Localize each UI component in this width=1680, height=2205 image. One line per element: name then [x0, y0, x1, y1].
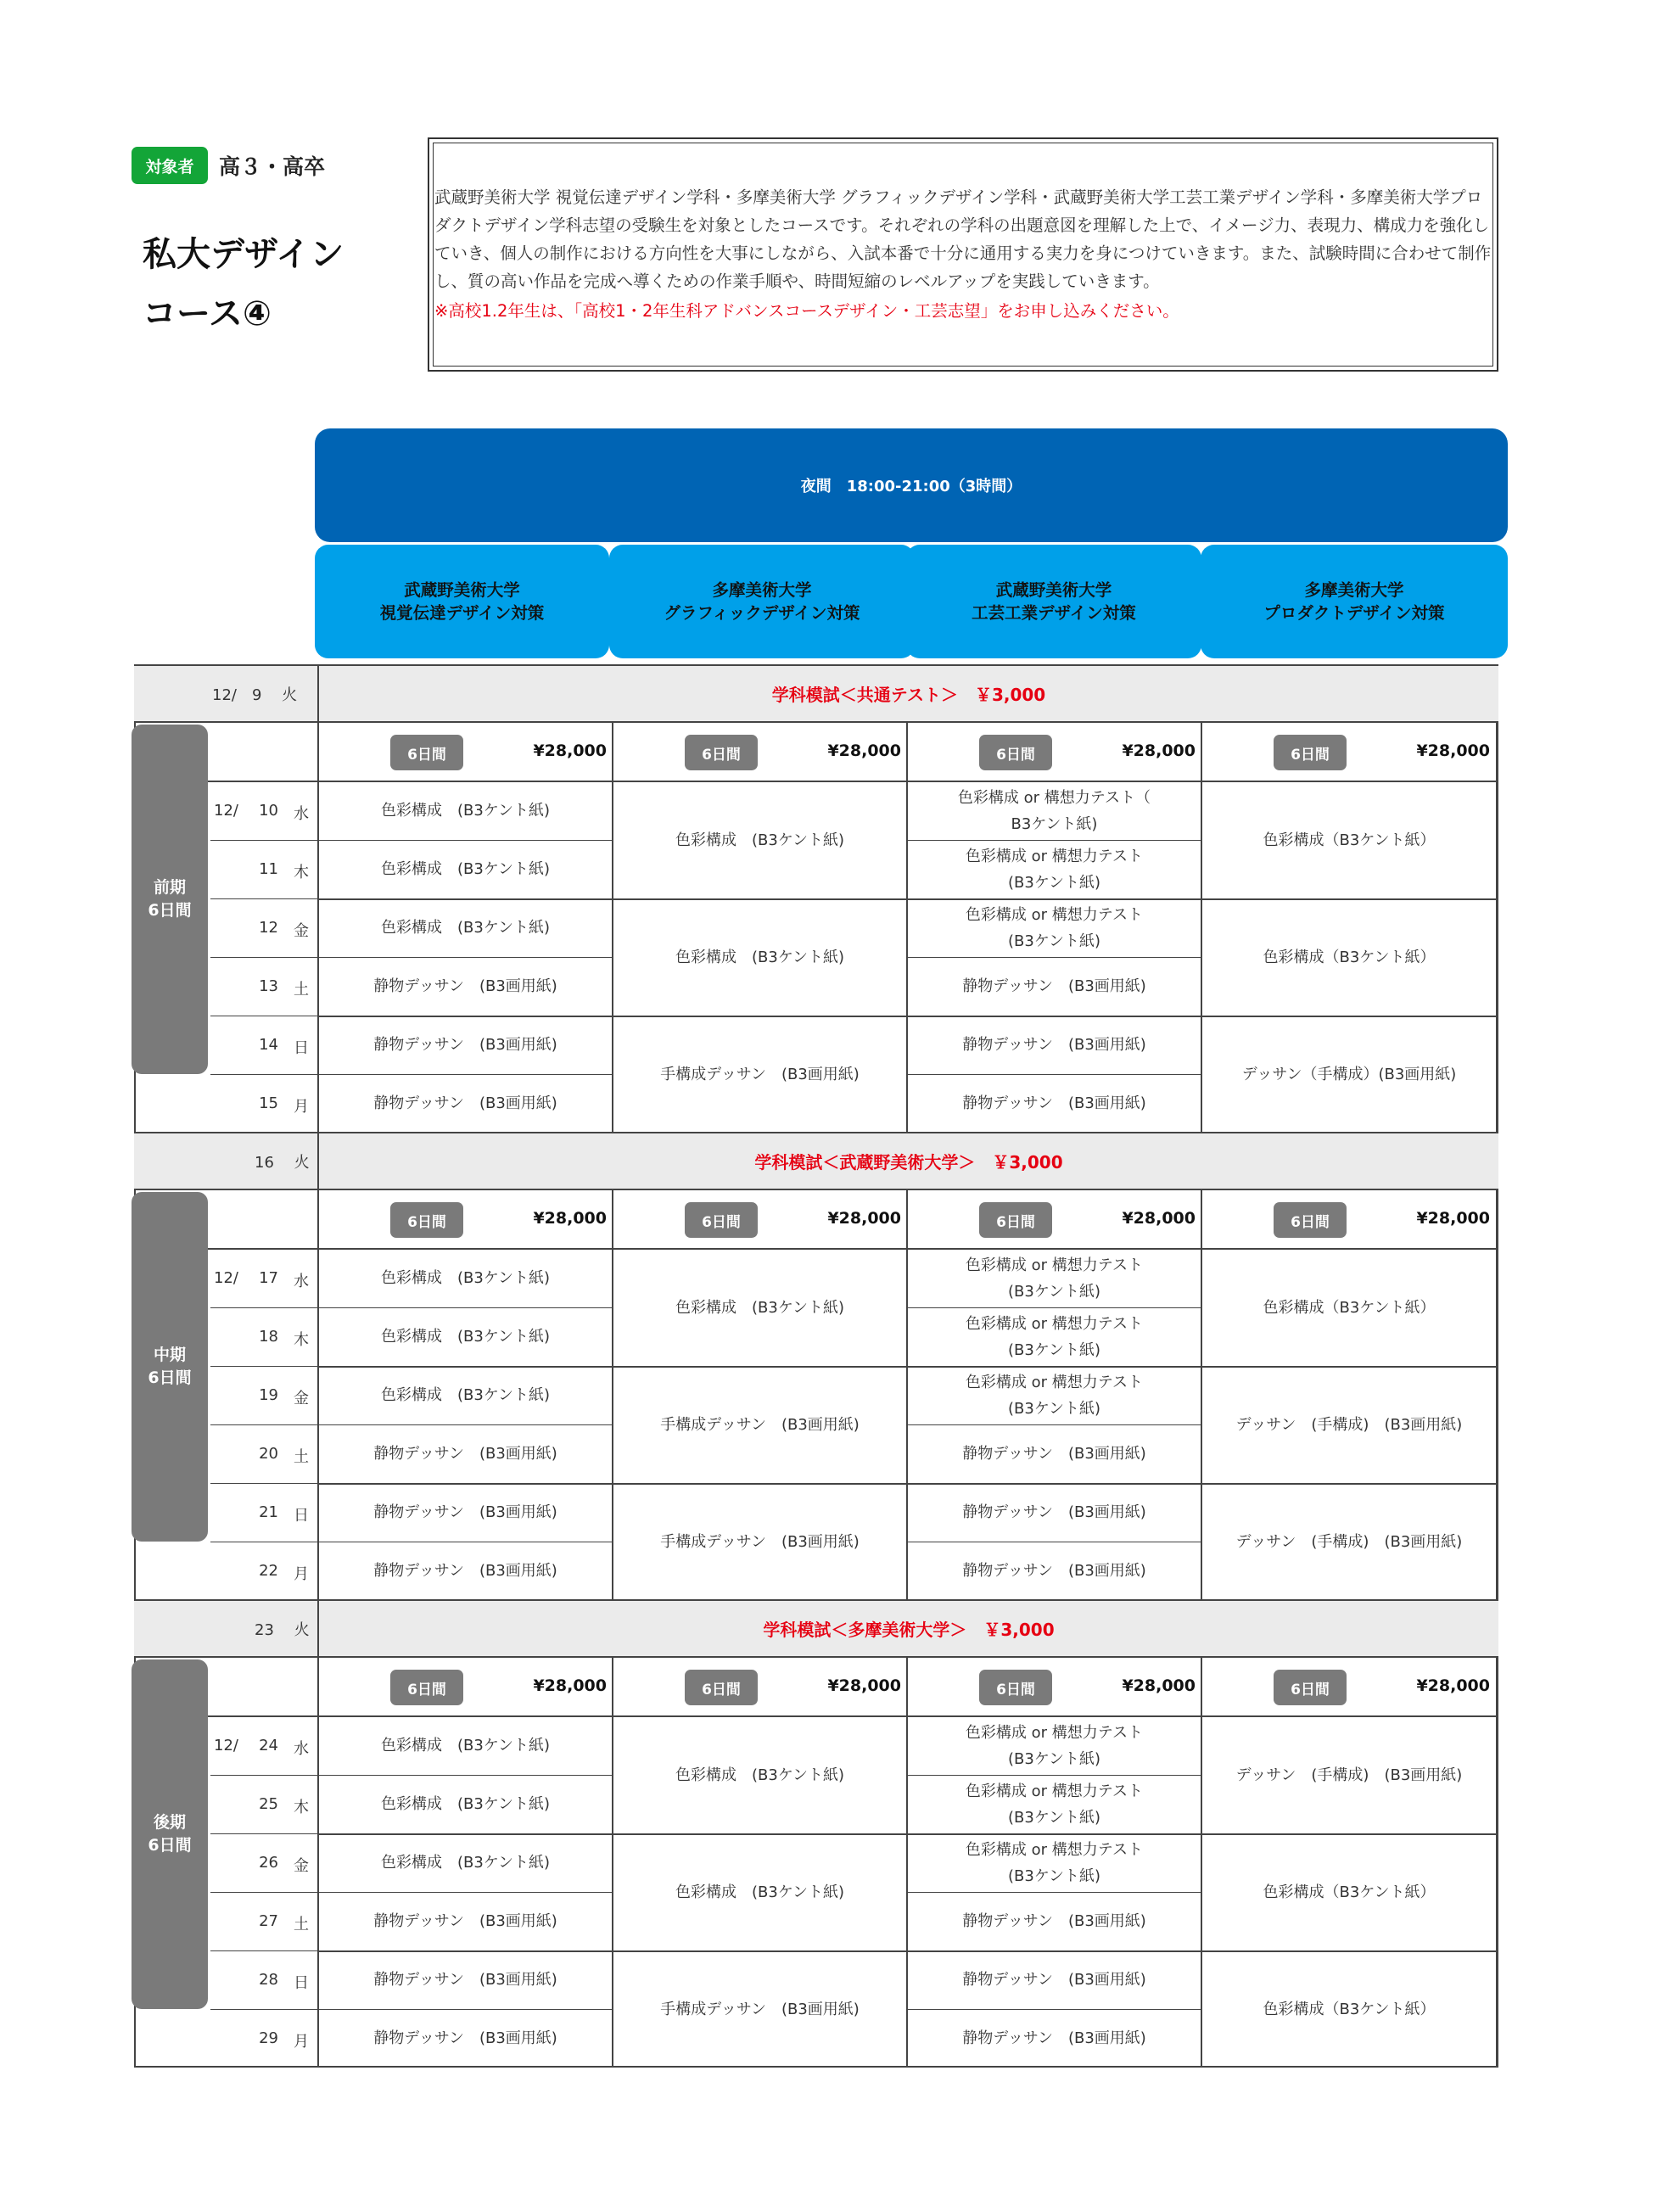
session-cell: 色彩構成 (B3ケント紙)	[381, 802, 550, 820]
session-cell: 静物デッサン (B3画用紙)	[373, 2029, 557, 2047]
date-cell: 29 月	[259, 2029, 309, 2051]
session-cell: 色彩構成 or 構想力テスト (B3ケント紙)	[965, 1782, 1144, 1827]
divider	[210, 1775, 318, 1776]
course-price: ¥28,000	[1122, 1209, 1196, 1228]
course-title-line2: コース④	[143, 294, 272, 333]
session-cell: 色彩構成 or 構想力テスト (B3ケント紙)	[965, 1723, 1144, 1768]
date-cell: 20 土	[259, 1445, 309, 1466]
session-cell: デッサン (手構成) (B3画用紙)	[1235, 1415, 1463, 1434]
course-length-pill: 6日間	[979, 1670, 1052, 1705]
date-cell: 12/ 10 水	[214, 802, 309, 823]
session-cell: 静物デッサン (B3画用紙)	[373, 1562, 557, 1580]
session-cell: 手構成デッサン (B3画用紙)	[660, 1415, 860, 1434]
divider	[210, 1892, 318, 1893]
course-length-pill: 6日間	[685, 1670, 758, 1705]
course-price: ¥28,000	[1122, 1676, 1196, 1695]
session-cell: 静物デッサン (B3画用紙)	[962, 1971, 1146, 1989]
session-cell: 静物デッサン (B3画用紙)	[373, 977, 557, 995]
session-cell: 色彩構成 (B3ケント紙)	[675, 948, 844, 966]
session-cell: デッサン (手構成) (B3画用紙)	[1235, 1532, 1463, 1551]
session-cell: 色彩構成（B3ケント紙）	[1263, 831, 1436, 849]
session-cell: 静物デッサン (B3画用紙)	[962, 977, 1146, 995]
column-header-musabi-visual: 武蔵野美術大学 視覚伝達デザイン対策	[315, 545, 609, 658]
session-cell: 静物デッサン (B3画用紙)	[373, 1503, 557, 1521]
course-length-pill: 6日間	[390, 1202, 463, 1238]
session-cell: 色彩構成 (B3ケント紙)	[675, 1298, 844, 1317]
session-cell: デッサン (手構成) (B3画用紙)	[1235, 1766, 1463, 1784]
session-cell: 色彩構成 or 構想力テスト (B3ケント紙)	[965, 1840, 1144, 1885]
session-cell: デッサン（手構成）(B3画用紙)	[1241, 1065, 1457, 1083]
course-price: ¥28,000	[827, 1676, 901, 1695]
course-length-pill: 6日間	[1274, 1202, 1347, 1238]
divider	[210, 1483, 318, 1484]
course-price: ¥28,000	[1416, 1209, 1490, 1228]
session-cell: 色彩構成 (B3ケント紙)	[675, 1766, 844, 1784]
exam-title: 学科模試＜多摩美術大学＞ ￥3,000	[763, 1620, 1055, 1640]
session-cell: 色彩構成 or 構想力テスト (B3ケント紙)	[965, 1373, 1144, 1418]
session-cell: 静物デッサン (B3画用紙)	[373, 1912, 557, 1930]
session-cell: 静物デッサン (B3画用紙)	[962, 1094, 1146, 1112]
column-header-tamabi-graphic: 多摩美術大学 グラフィックデザイン対策	[609, 545, 915, 658]
date-cell: 12/ 17 水	[214, 1269, 309, 1290]
session-cell: 色彩構成 or 構想力テスト (B3ケント紙)	[965, 847, 1144, 892]
target-badge: 対象者	[132, 147, 208, 184]
session-cell: 手構成デッサン (B3画用紙)	[660, 1532, 860, 1551]
session-cell: 色彩構成（B3ケント紙）	[1263, 948, 1436, 966]
session-cell: 色彩構成 or 構想力テスト (B3ケント紙)	[965, 1256, 1144, 1301]
session-cell: 手構成デッサン (B3画用紙)	[660, 2000, 860, 2018]
date-cell: 13 土	[259, 977, 309, 999]
exam-date: 12/ 9 火	[212, 686, 298, 704]
divider	[317, 664, 319, 723]
session-cell: 色彩構成 (B3ケント紙)	[381, 1328, 550, 1346]
date-cell: 18 木	[259, 1328, 309, 1349]
session-cell: 静物デッサン (B3画用紙)	[962, 1445, 1146, 1463]
course-title	[143, 225, 344, 344]
date-cell: 22 月	[259, 1562, 309, 1583]
session-cell: 色彩構成 (B3ケント紙)	[381, 1269, 550, 1287]
date-cell: 21 日	[259, 1503, 309, 1525]
session-cell: 色彩構成 (B3ケント紙)	[381, 1386, 550, 1404]
exam-title: 学科模試＜共通テスト＞ ￥3,000	[771, 685, 1046, 705]
divider	[317, 1132, 319, 1190]
course-length-pill: 6日間	[685, 735, 758, 770]
session-cell: 静物デッサン (B3画用紙)	[962, 1912, 1146, 1930]
course-title-line1: 私大デザイン	[143, 235, 344, 274]
session-cell: 色彩構成（B3ケント紙）	[1263, 1883, 1436, 1901]
session-cell: 色彩構成 (B3ケント紙)	[381, 860, 550, 878]
divider	[210, 898, 318, 899]
period-label: 前期 6日間	[132, 725, 208, 1074]
course-price: ¥28,000	[827, 742, 901, 760]
course-price: ¥28,000	[533, 1209, 607, 1228]
session-cell: 静物デッサン (B3画用紙)	[962, 2029, 1146, 2047]
period-label: 後期 6日間	[132, 1659, 208, 2009]
divider	[317, 1599, 319, 1658]
course-note: ※高校1.2年生は、「高校1・2年生科アドバンスコースデザイン・工芸志望」をお申し込みください。	[434, 301, 1179, 321]
session-cell: 色彩構成 (B3ケント紙)	[381, 1737, 550, 1754]
date-cell: 12 金	[259, 919, 309, 940]
session-cell: 静物デッサン (B3画用紙)	[373, 1036, 557, 1054]
exam-title: 学科模試＜武蔵野美術大学＞ ￥3,000	[754, 1152, 1063, 1172]
course-price: ¥28,000	[533, 1676, 607, 1695]
column-header-musabi-craft: 武蔵野美術大学 工芸工業デザイン対策	[906, 545, 1201, 658]
course-length-pill: 6日間	[1274, 1670, 1347, 1705]
session-cell: 色彩構成 or 構想力テスト (B3ケント紙)	[965, 905, 1144, 950]
divider	[210, 957, 318, 958]
session-cell: 手構成デッサン (B3画用紙)	[660, 1065, 860, 1083]
date-cell: 14 日	[259, 1036, 309, 1057]
divider	[210, 1366, 318, 1367]
date-cell: 28 日	[259, 1971, 309, 1992]
session-cell: 静物デッサン (B3画用紙)	[373, 1971, 557, 1989]
course-price: ¥28,000	[1122, 742, 1196, 760]
column-header-tamabi-product: 多摩美術大学 プロダクトデザイン対策	[1201, 545, 1508, 658]
exam-date: 16 火	[255, 1153, 310, 1172]
divider	[210, 840, 318, 841]
date-cell: 11 木	[259, 860, 309, 881]
date-cell: 27 土	[259, 1912, 309, 1934]
date-cell: 12/ 24 水	[214, 1737, 309, 1758]
session-cell: 色彩構成 (B3ケント紙)	[381, 1795, 550, 1813]
session-cell: 色彩構成 (B3ケント紙)	[675, 1883, 844, 1901]
divider	[210, 1950, 318, 1951]
period-label: 中期 6日間	[132, 1192, 208, 1542]
session-cell: 色彩構成 (B3ケント紙)	[381, 919, 550, 937]
course-length-pill: 6日間	[390, 1670, 463, 1705]
target-grade: 高３・高卒	[219, 154, 326, 179]
session-cell: 色彩構成 (B3ケント紙)	[675, 831, 844, 849]
session-cell: 色彩構成（B3ケント紙）	[1263, 2000, 1436, 2018]
divider	[210, 2009, 318, 2010]
session-cell: 色彩構成 or 構想力テスト (B3ケント紙)	[965, 1314, 1144, 1359]
divider	[210, 1833, 318, 1834]
divider	[210, 1424, 318, 1425]
course-description: 武蔵野美術大学 視覚伝達デザイン学科・多摩美術大学 グラフィックデザイン学科・武蔵野美術大学工芸工業デザイン学科・多摩美術大学プロダクトデザイン学科志望の受験生を対象としたコースです。それぞれの学科の出題意図を理解した上で、イメージ力、表現力、構成力を強化していき、個人の制作における方向性を大事にしながら、入試本番で十分に通用する実力を身につけていきます。また、試験時間に合わせて制作し、質の高い作品を完成へ導くための作業手順や、時間短縮のレベルアップを実践していきます。	[434, 187, 1492, 291]
time-bar: 夜間 18:00-21:00（3時間）	[315, 428, 1508, 542]
course-length-pill: 6日間	[979, 735, 1052, 770]
session-cell: 静物デッサン (B3画用紙)	[962, 1036, 1146, 1054]
course-length-pill: 6日間	[390, 735, 463, 770]
session-cell: 色彩構成 (B3ケント紙)	[381, 1854, 550, 1872]
date-cell: 19 金	[259, 1386, 309, 1408]
session-cell: 静物デッサン (B3画用紙)	[962, 1503, 1146, 1521]
session-cell: 色彩構成 or 構想力テスト（ B3ケント紙)	[957, 788, 1151, 833]
course-length-pill: 6日間	[979, 1202, 1052, 1238]
course-price: ¥28,000	[533, 742, 607, 760]
session-cell: 静物デッサン (B3画用紙)	[373, 1445, 557, 1463]
session-cell: 静物デッサン (B3画用紙)	[962, 1562, 1146, 1580]
exam-date: 23 火	[255, 1620, 310, 1639]
divider	[210, 1074, 318, 1075]
course-price: ¥28,000	[827, 1209, 901, 1228]
date-cell: 15 月	[259, 1094, 309, 1116]
course-length-pill: 6日間	[685, 1202, 758, 1238]
date-cell: 26 金	[259, 1854, 309, 1875]
session-cell: 色彩構成（B3ケント紙）	[1263, 1298, 1436, 1317]
course-price: ¥28,000	[1416, 742, 1490, 760]
course-price: ¥28,000	[1416, 1676, 1490, 1695]
session-cell: 静物デッサン (B3画用紙)	[373, 1094, 557, 1112]
date-cell: 25 木	[259, 1795, 309, 1816]
course-length-pill: 6日間	[1274, 735, 1347, 770]
divider	[210, 1307, 318, 1308]
